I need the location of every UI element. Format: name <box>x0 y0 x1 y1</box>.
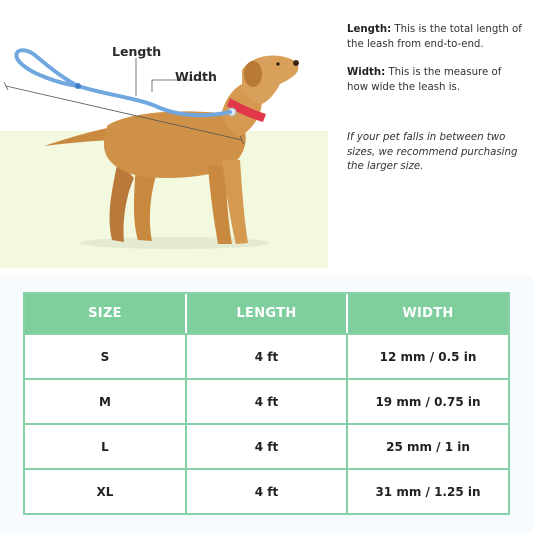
length-cell: 4 ft <box>187 333 348 378</box>
width-definition <box>347 66 523 95</box>
width-label: Width <box>175 69 217 84</box>
width-cell: 12 mm / 0.5 in <box>348 333 508 378</box>
width-term: Width: <box>347 67 386 78</box>
length-term: Length: <box>347 24 392 35</box>
table-header-row <box>25 294 508 333</box>
size-cell: M <box>25 378 187 423</box>
width-cell: 25 mm / 1 in <box>348 423 508 468</box>
table-row <box>25 333 508 378</box>
size-cell: XL <box>25 468 187 513</box>
length-cell: 4 ft <box>187 423 348 468</box>
size-chart-table <box>23 292 510 515</box>
dog-leash-illustration <box>0 0 328 268</box>
column-header-length: LENGTH <box>187 294 348 333</box>
size-cell: S <box>25 333 187 378</box>
dog-with-leash-image <box>0 0 328 268</box>
length-description: This is the total length of the leash from end-to-end. <box>347 24 522 50</box>
width-cell: 19 mm / 0.75 in <box>348 378 508 423</box>
width-description: This is the measure of how wide the leash is. <box>347 67 502 93</box>
length-definition <box>347 23 523 52</box>
width-cell: 31 mm / 1.25 in <box>348 468 508 513</box>
column-header-size: SIZE <box>25 294 187 333</box>
length-cell: 4 ft <box>187 378 348 423</box>
size-cell: L <box>25 423 187 468</box>
column-header-width: WIDTH <box>348 294 508 333</box>
size-chart-section <box>0 276 533 533</box>
sizing-note: If your pet falls in between two sizes, we recommend purchasing the larger size. <box>347 132 518 172</box>
table-row <box>25 378 508 423</box>
table-row <box>25 423 508 468</box>
length-cell: 4 ft <box>187 468 348 513</box>
length-label: Length <box>112 44 162 59</box>
table-row <box>25 468 508 513</box>
